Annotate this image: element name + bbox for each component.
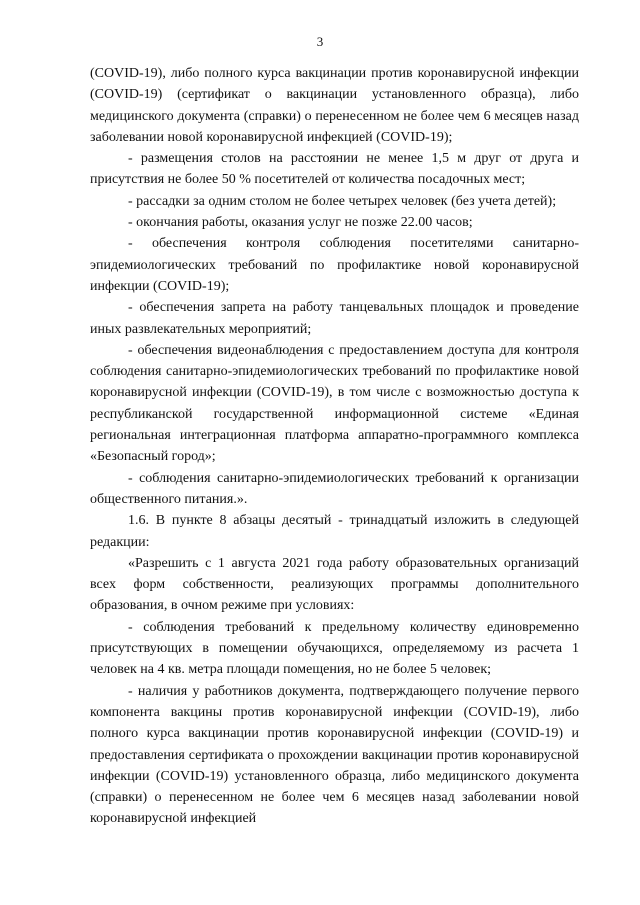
paragraph-staff-vaccination: - наличия у работников документа, подтверждающего получение первого компонента вакцины против коронавирусной инфекции (COVID-19), либо полного курса вакцинации против коронавирусной инфекции (COVID-19) и предоставления сертификата о прохождении вакцинации против коронавирусной инфекции (COVID-19) установленного образца, либо медицинского документа (справки) о перенесенном не более чем 6 месяцев назад заболевании новой коронавирусной инфекцией [90,683,579,827]
paragraph-dance-ban: - обеспечения запрета на работу танцевальных площадок и проведение иных развлекательных мероприятий; [90,300,579,337]
document-body [90,63,579,830]
paragraph-section-1-6: 1.6. В пункте 8 абзацы десятый - тринадцатый изложить в следующей редакции: [90,513,579,550]
paragraph-continuation: (COVID-19), либо полного курса вакцинации против коронавирусной инфекции (COVID-19) (сертификат о вакцинации установленного образца), либо медицинского документа (справки) о перенесенном не более чем 6 месяцев назад заболевании новой коронавирусной инфекцией (COVID-19); [90,66,579,145]
page-number: 3 [316,34,324,49]
paragraph-occupancy-limit: - соблюдения требований к предельному количеству единовременно присутствующих в помещении обучающихся, определяемому из расчета 1 человек на 4 кв. метра площади помещения, но не более 5 человек; [90,619,579,678]
paragraph-education-permit: «Разрешить с 1 августа 2021 года работу образовательных организаций всех форм собственности, реализующих программы дополнительного образования, в очном режиме при условиях: [90,555,579,614]
paragraph-table-spacing: - размещения столов на расстоянии не менее 1,5 м друг от друга и присутствия не более 50 % посетителей от количества посадочных мест; [90,151,579,188]
paragraph-video-surveillance: - обеспечения видеонаблюдения с предоставлением доступа для контроля соблюдения санитарно-эпидемиологических требований по профилактике новой коронавирусной инфекции (COVID-19), в том числе с возможностью доступа к республиканской государственной информационной системе «Единая региональная интеграционная платформа аппаратно-программного комплекса «Безопасный город»; [90,342,579,465]
paragraph-closing-time: - окончания работы, оказания услуг не позже 22.00 часов; [128,215,473,231]
paragraph-catering-requirements: - соблюдения санитарно-эпидемиологических требований к организации общественного питания.». [90,470,579,507]
paragraph-seating: - рассадки за одним столом не более четырех человек (без учета детей); [128,193,557,209]
paragraph-compliance-control: - обеспечения контроля соблюдения посетителями санитарно-эпидемиологических требований по профилактике новой коронавирусной инфекции (COVID-19); [90,236,579,294]
